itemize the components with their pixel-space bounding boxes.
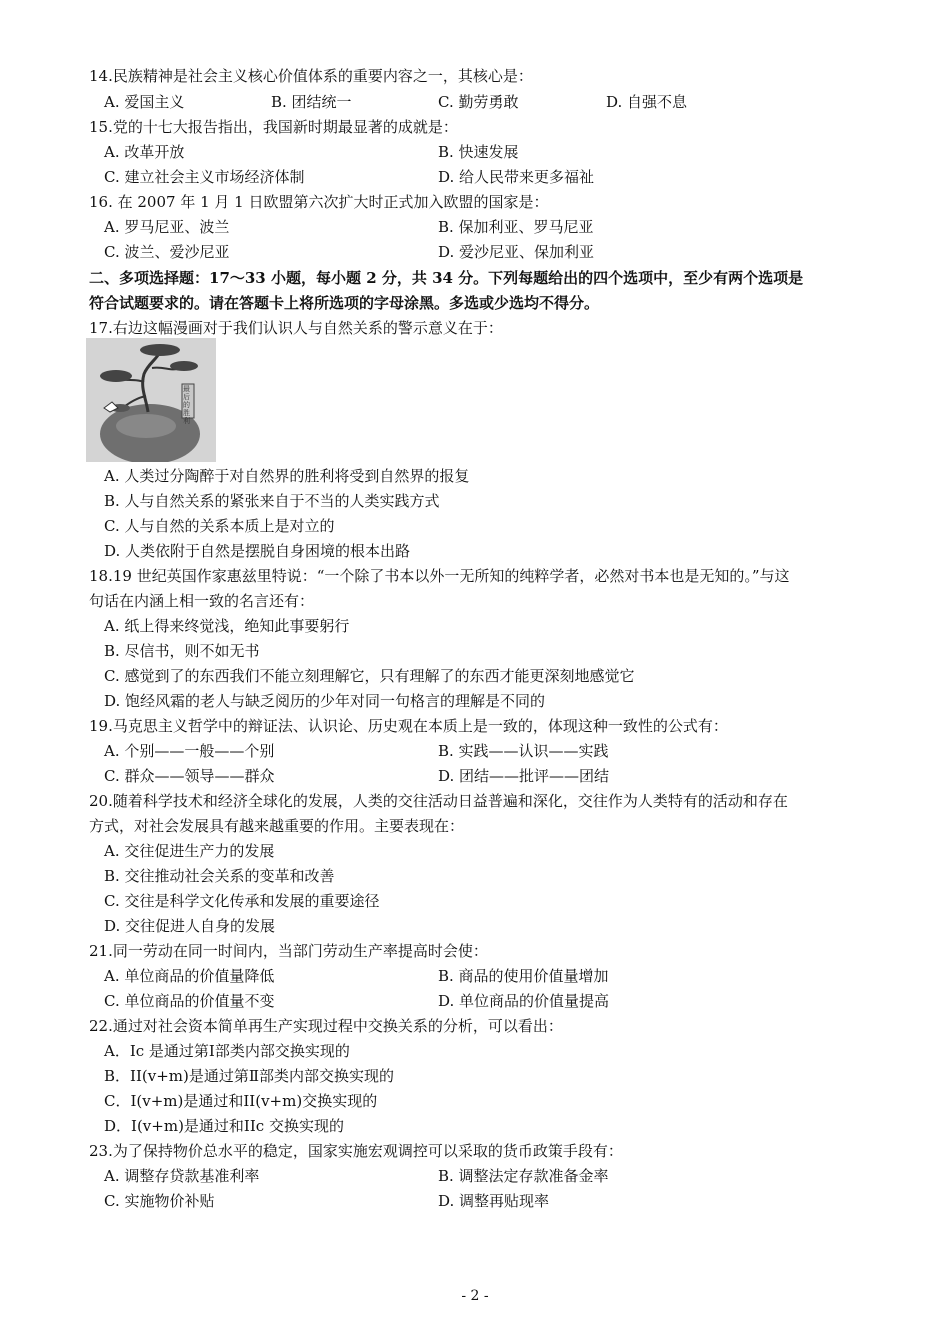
q21-option-c: C. 单位商品的价值量不变 (104, 992, 275, 1010)
q14-option-a: A. 爱国主义 (104, 93, 185, 111)
q19-option-b: B. 实践——认识——实践 (438, 742, 609, 760)
q23-option-d: D. 调整再贴现率 (438, 1192, 550, 1210)
q22-option-a: A．Ic 是通过第Ⅰ部类内部交换实现的 (104, 1042, 350, 1060)
q15-option-b: B. 快速发展 (438, 143, 519, 161)
q22-option-d: D．I(v+m)是通过和IIc 交换实现的 (104, 1117, 344, 1135)
q23-option-c: C. 实施物价补贴 (104, 1192, 215, 1210)
q16-option-c: C. 波兰、爱沙尼亚 (104, 243, 230, 261)
q16-stem: 16. 在 2007 年 1 月 1 日欧盟第六次扩大时正式加入欧盟的国家是： (89, 193, 549, 211)
q18-option-a: A. 纸上得来终觉浅，绝知此事要躬行 (104, 617, 350, 635)
q17-stem: 17.右边这幅漫画对于我们认识人与自然关系的警示意义在于： (89, 319, 503, 337)
q15-option-a: A. 改革开放 (104, 143, 185, 161)
q14-option-d: D. 自强不息 (606, 93, 688, 111)
q17-cartoon-image (86, 338, 216, 462)
q17-option-d: D. 人类依附于自然是摆脱自身困境的根本出路 (104, 542, 411, 560)
q20-option-d: D. 交往促进人自身的发展 (104, 917, 276, 935)
section2-heading-line1: 二、多项选择题：17～33 小题，每小题 2 分，共 34 分。下列每题给出的四个选项中，至少有两个选项是 (89, 269, 804, 287)
page-number: - 2 - (461, 1288, 489, 1304)
q18-stem-line1: 18.19 世纪英国作家惠兹里特说：“一个除了书本以外一无所知的纯粹学者，必然对书本也是无知的。”与这 (89, 567, 790, 585)
q20-stem-line1: 20.随着科学技术和经济全球化的发展，人类的交往活动日益普遍和深化，交往作为人类特有的活动和存在 (89, 792, 788, 810)
q19-option-a: A. 个别——一般——个别 (104, 742, 275, 760)
q22-option-b: B．II(v+m)是通过第Ⅱ部类内部交换实现的 (104, 1067, 395, 1085)
q19-stem: 19.马克思主义哲学中的辩证法、认识论、历史观在本质上是一致的，体现这种一致性的公式有： (89, 717, 728, 735)
q17-cartoon-caption: 最后的胜利 (183, 385, 190, 425)
q15-stem: 15.党的十七大报告指出，我国新时期最显著的成就是： (89, 118, 458, 136)
q15-option-d: D. 给人民带来更多福祉 (438, 168, 595, 186)
q20-stem-line2: 方式，对社会发展具有越来越重要的作用。主要表现在： (89, 817, 465, 835)
q18-option-b: B. 尽信书，则不如无书 (104, 642, 260, 660)
q17-option-c: C. 人与自然的关系本质上是对立的 (104, 517, 335, 535)
q23-option-a: A. 调整存贷款基准利率 (104, 1167, 260, 1185)
q18-option-d: D. 饱经风霜的老人与缺乏阅历的少年对同一句格言的理解是不同的 (104, 692, 546, 710)
q16-option-d: D. 爱沙尼亚、保加利亚 (438, 243, 595, 261)
q19-option-c: C. 群众——领导——群众 (104, 767, 275, 785)
q21-option-a: A. 单位商品的价值量降低 (104, 967, 275, 985)
q20-option-a: A. 交往促进生产力的发展 (104, 842, 275, 860)
q17-option-a: A. 人类过分陶醉于对自然界的胜利将受到自然界的报复 (104, 467, 470, 485)
q20-option-b: B. 交往推动社会关系的变革和改善 (104, 867, 335, 885)
tree-on-globe-icon (86, 338, 216, 462)
q14-option-c: C. 勤劳勇敢 (438, 93, 519, 111)
q19-option-d: D. 团结——批评——团结 (438, 767, 610, 785)
q21-option-b: B. 商品的使用价值量增加 (438, 967, 609, 985)
q20-option-c: C. 交往是科学文化传承和发展的重要途径 (104, 892, 380, 910)
q22-option-c: C．I(v+m)是通过和II(v+m)交换实现的 (104, 1092, 378, 1110)
q21-stem: 21.同一劳动在同一时间内，当部门劳动生产率提高时会使： (89, 942, 488, 960)
q21-option-d: D. 单位商品的价值量提高 (438, 992, 610, 1010)
q22-stem: 22.通过对社会资本简单再生产实现过程中交换关系的分析，可以看出： (89, 1017, 563, 1035)
q15-option-c: C. 建立社会主义市场经济体制 (104, 168, 305, 186)
section2-heading-line2: 符合试题要求的。请在答题卡上将所选项的字母涂黑。多选或少选均不得分。 (89, 294, 600, 312)
q14-option-b: B. 团结统一 (271, 93, 352, 111)
q23-stem: 23.为了保持物价总水平的稳定，国家实施宏观调控可以采取的货币政策手段有： (89, 1142, 623, 1160)
q14-stem: 14.民族精神是社会主义核心价值体系的重要内容之一，其核心是： (89, 67, 533, 85)
q18-stem-line2: 句话在内涵上相一致的名言还有： (89, 592, 315, 610)
q16-option-a: A. 罗马尼亚、波兰 (104, 218, 230, 236)
q17-option-b: B. 人与自然关系的紧张来自于不当的人类实践方式 (104, 492, 440, 510)
q23-option-b: B. 调整法定存款准备金率 (438, 1167, 609, 1185)
q18-option-c: C. 感觉到了的东西我们不能立刻理解它，只有理解了的东西才能更深刻地感觉它 (104, 667, 635, 685)
q16-option-b: B. 保加利亚、罗马尼亚 (438, 218, 594, 236)
